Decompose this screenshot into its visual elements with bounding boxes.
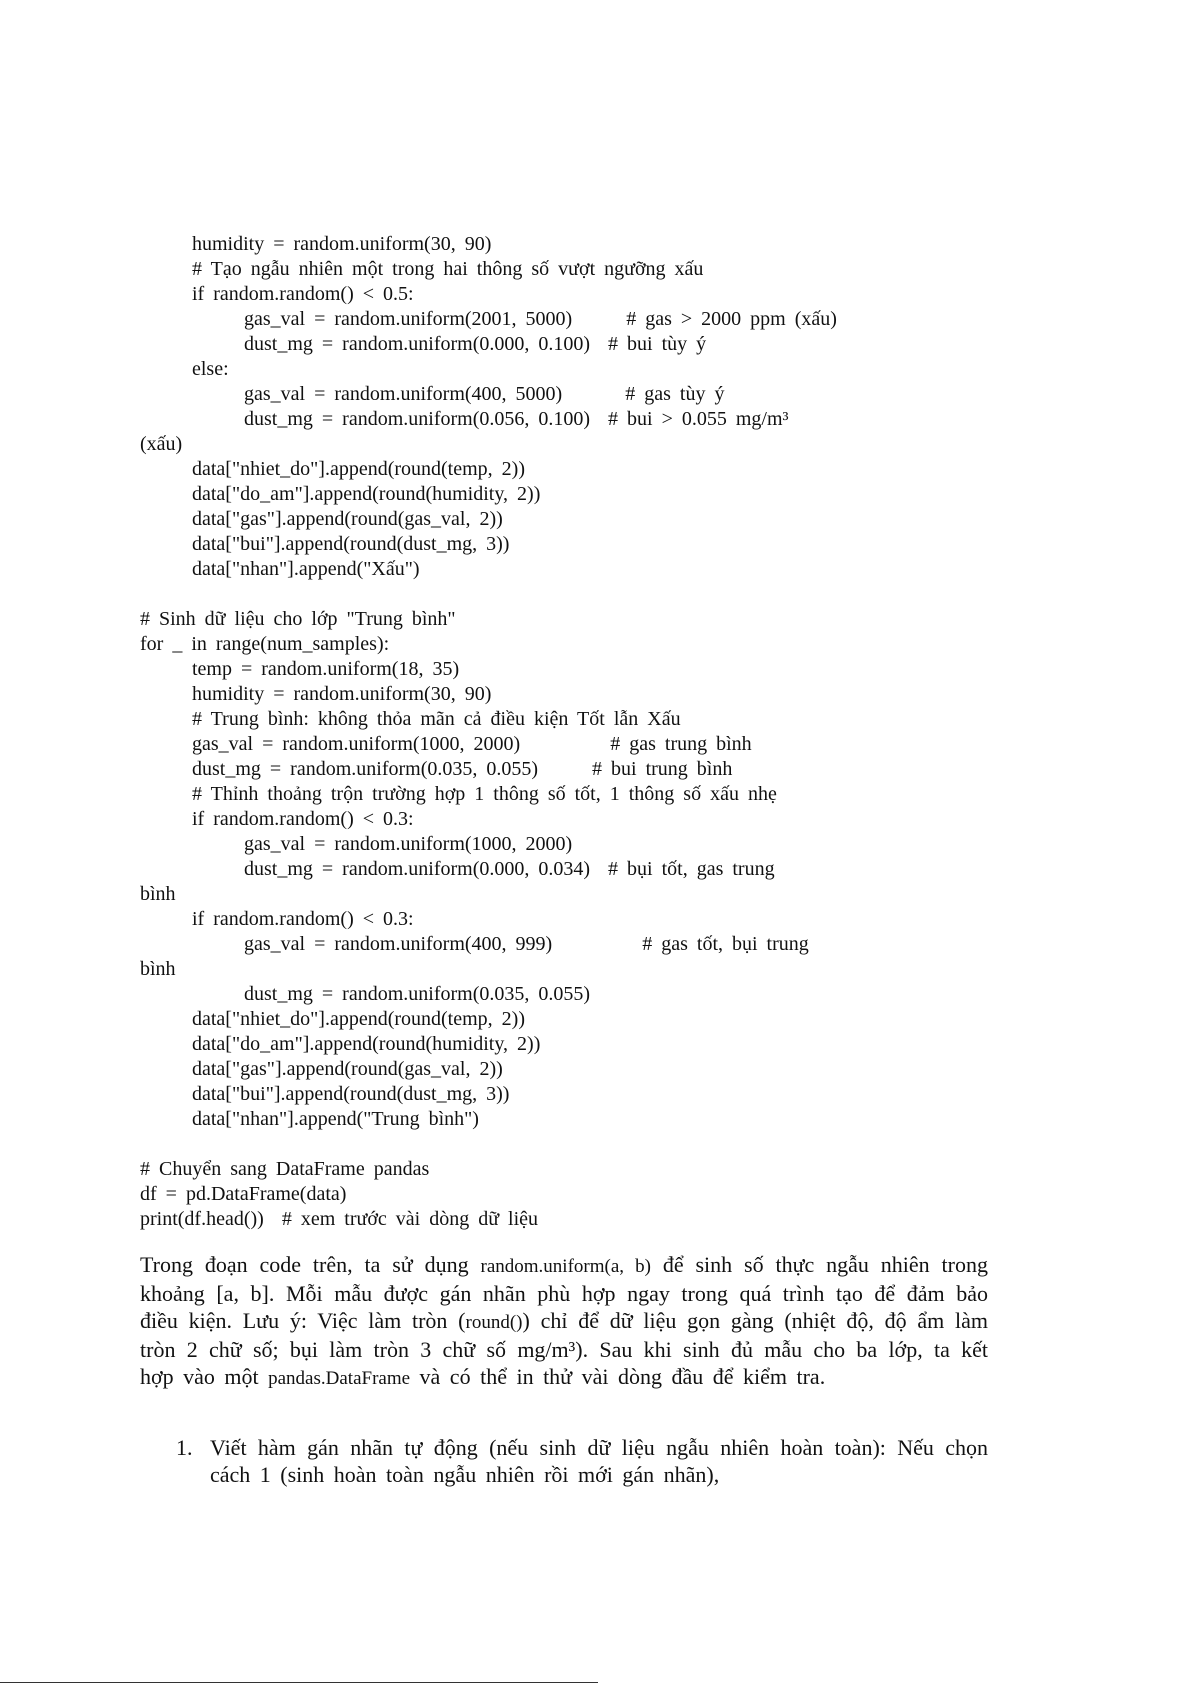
code-line: gas_val = random.uniform(400, 999) # gas tốt, bụi trung bbox=[244, 933, 809, 955]
paragraph-text: và có thể in thử vài dòng đầu để kiểm tra. bbox=[410, 1364, 826, 1389]
code-line: data["do_am"].append(round(humidity, 2)) bbox=[192, 1033, 541, 1055]
code-block-trung-binh bbox=[140, 607, 1040, 1132]
code-line: (xấu) bbox=[140, 433, 183, 455]
code-line: bình bbox=[140, 883, 176, 905]
inline-code-pandas-dataframe: pandas.DataFrame bbox=[268, 1368, 411, 1389]
code-line: dust_mg = random.uniform(0.056, 0.100) # bui > 0.055 mg/m³ bbox=[244, 408, 789, 430]
code-line: data["gas"].append(round(gas_val, 2)) bbox=[192, 1058, 503, 1080]
paragraph-text: Trong đoạn code trên, ta sử dụng bbox=[140, 1252, 481, 1277]
code-line: dust_mg = random.uniform(0.035, 0.055) bbox=[244, 983, 591, 1005]
code-line: data["bui"].append(round(dust_mg, 3)) bbox=[192, 1083, 510, 1105]
code-line: data["nhiet_do"].append(round(temp, 2)) bbox=[192, 1008, 525, 1030]
code-line: humidity = random.uniform(30, 90) bbox=[192, 233, 492, 255]
code-line: dust_mg = random.uniform(0.035, 0.055) # bui trung bình bbox=[192, 758, 733, 780]
paragraph-text: ) chỉ để dữ liệu gọn gàng (nhiệt độ, độ ẩm làm tròn 2 chữ số; bụi làm tròn 3 chữ số mg/m³). Sau khi sinh đủ mẫu cho ba lớp, ta kết hợp vào một bbox=[140, 1308, 989, 1389]
code-line: if random.random() < 0.3: bbox=[192, 808, 414, 830]
code-line: gas_val = random.uniform(1000, 2000) bbox=[244, 833, 573, 855]
code-line: data["nhan"].append("Xấu") bbox=[192, 558, 420, 580]
code-line: gas_val = random.uniform(2001, 5000) # gas > 2000 ppm (xấu) bbox=[244, 308, 837, 330]
list-number: 1. bbox=[176, 1435, 193, 1460]
code-listing bbox=[140, 232, 1040, 1232]
code-line: data["nhiet_do"].append(round(temp, 2)) bbox=[192, 458, 525, 480]
code-line: gas_val = random.uniform(1000, 2000) # gas trung bình bbox=[192, 733, 752, 755]
blank-line bbox=[140, 1132, 1040, 1157]
code-line: # Chuyển sang DataFrame pandas bbox=[140, 1158, 430, 1180]
numbered-list bbox=[176, 1434, 988, 1488]
code-block-dataframe bbox=[140, 1157, 1040, 1232]
blank-line bbox=[140, 582, 1040, 607]
code-line: if random.random() < 0.3: bbox=[192, 908, 414, 930]
code-block-xau bbox=[140, 232, 1040, 582]
code-line: temp = random.uniform(18, 35) bbox=[192, 658, 460, 680]
code-line: print(df.head()) # xem trước vài dòng dữ liệu bbox=[140, 1208, 539, 1230]
code-line: data["gas"].append(round(gas_val, 2)) bbox=[192, 508, 503, 530]
list-item-text: Viết hàm gán nhãn tự động (nếu sinh dữ liệu ngẫu nhiên hoàn toàn): Nếu chọn cách 1 (sinh hoàn toàn ngẫu nhiên rồi mới gán nhãn), bbox=[210, 1435, 988, 1487]
code-line: else: bbox=[192, 358, 229, 380]
code-line: # Tạo ngẫu nhiên một trong hai thông số vượt ngưỡng xấu bbox=[192, 258, 704, 280]
code-line: gas_val = random.uniform(400, 5000) # gas tùy ý bbox=[244, 383, 725, 405]
inline-code-random-uniform: random.uniform(a, b) bbox=[480, 1256, 651, 1277]
code-line: for _ in range(num_samples): bbox=[140, 633, 390, 655]
code-line: bình bbox=[140, 958, 176, 980]
code-line: humidity = random.uniform(30, 90) bbox=[192, 683, 492, 705]
code-line: data["do_am"].append(round(humidity, 2)) bbox=[192, 483, 541, 505]
footnote-divider bbox=[0, 1682, 598, 1683]
code-line: dust_mg = random.uniform(0.000, 0.100) # bui tùy ý bbox=[244, 333, 707, 355]
code-line: if random.random() < 0.5: bbox=[192, 283, 414, 305]
code-line: dust_mg = random.uniform(0.000, 0.034) # bụi tốt, gas trung bbox=[244, 858, 775, 880]
code-line: # Trung bình: không thỏa mãn cả điều kiện Tốt lẫn Xấu bbox=[192, 708, 681, 730]
code-line: data["bui"].append(round(dust_mg, 3)) bbox=[192, 533, 510, 555]
paragraph-text: để sinh số thực ngẫu nhiên trong khoảng [a, b]. Mỗi mẫu được gán nhãn phù hợp ngay trong quá trình tạo để đảm bảo điều kiện. Lưu ý: Việc làm tròn ( bbox=[140, 1252, 988, 1333]
code-line: data["nhan"].append("Trung bình") bbox=[192, 1108, 479, 1130]
code-line: # Thỉnh thoảng trộn trường hợp 1 thông số tốt, 1 thông số xấu nhẹ bbox=[192, 783, 777, 805]
inline-code-round: round() bbox=[465, 1312, 523, 1333]
code-line: # Sinh dữ liệu cho lớp "Trung bình" bbox=[140, 608, 456, 630]
explanation-paragraph bbox=[140, 1251, 988, 1392]
code-line: df = pd.DataFrame(data) bbox=[140, 1183, 347, 1205]
